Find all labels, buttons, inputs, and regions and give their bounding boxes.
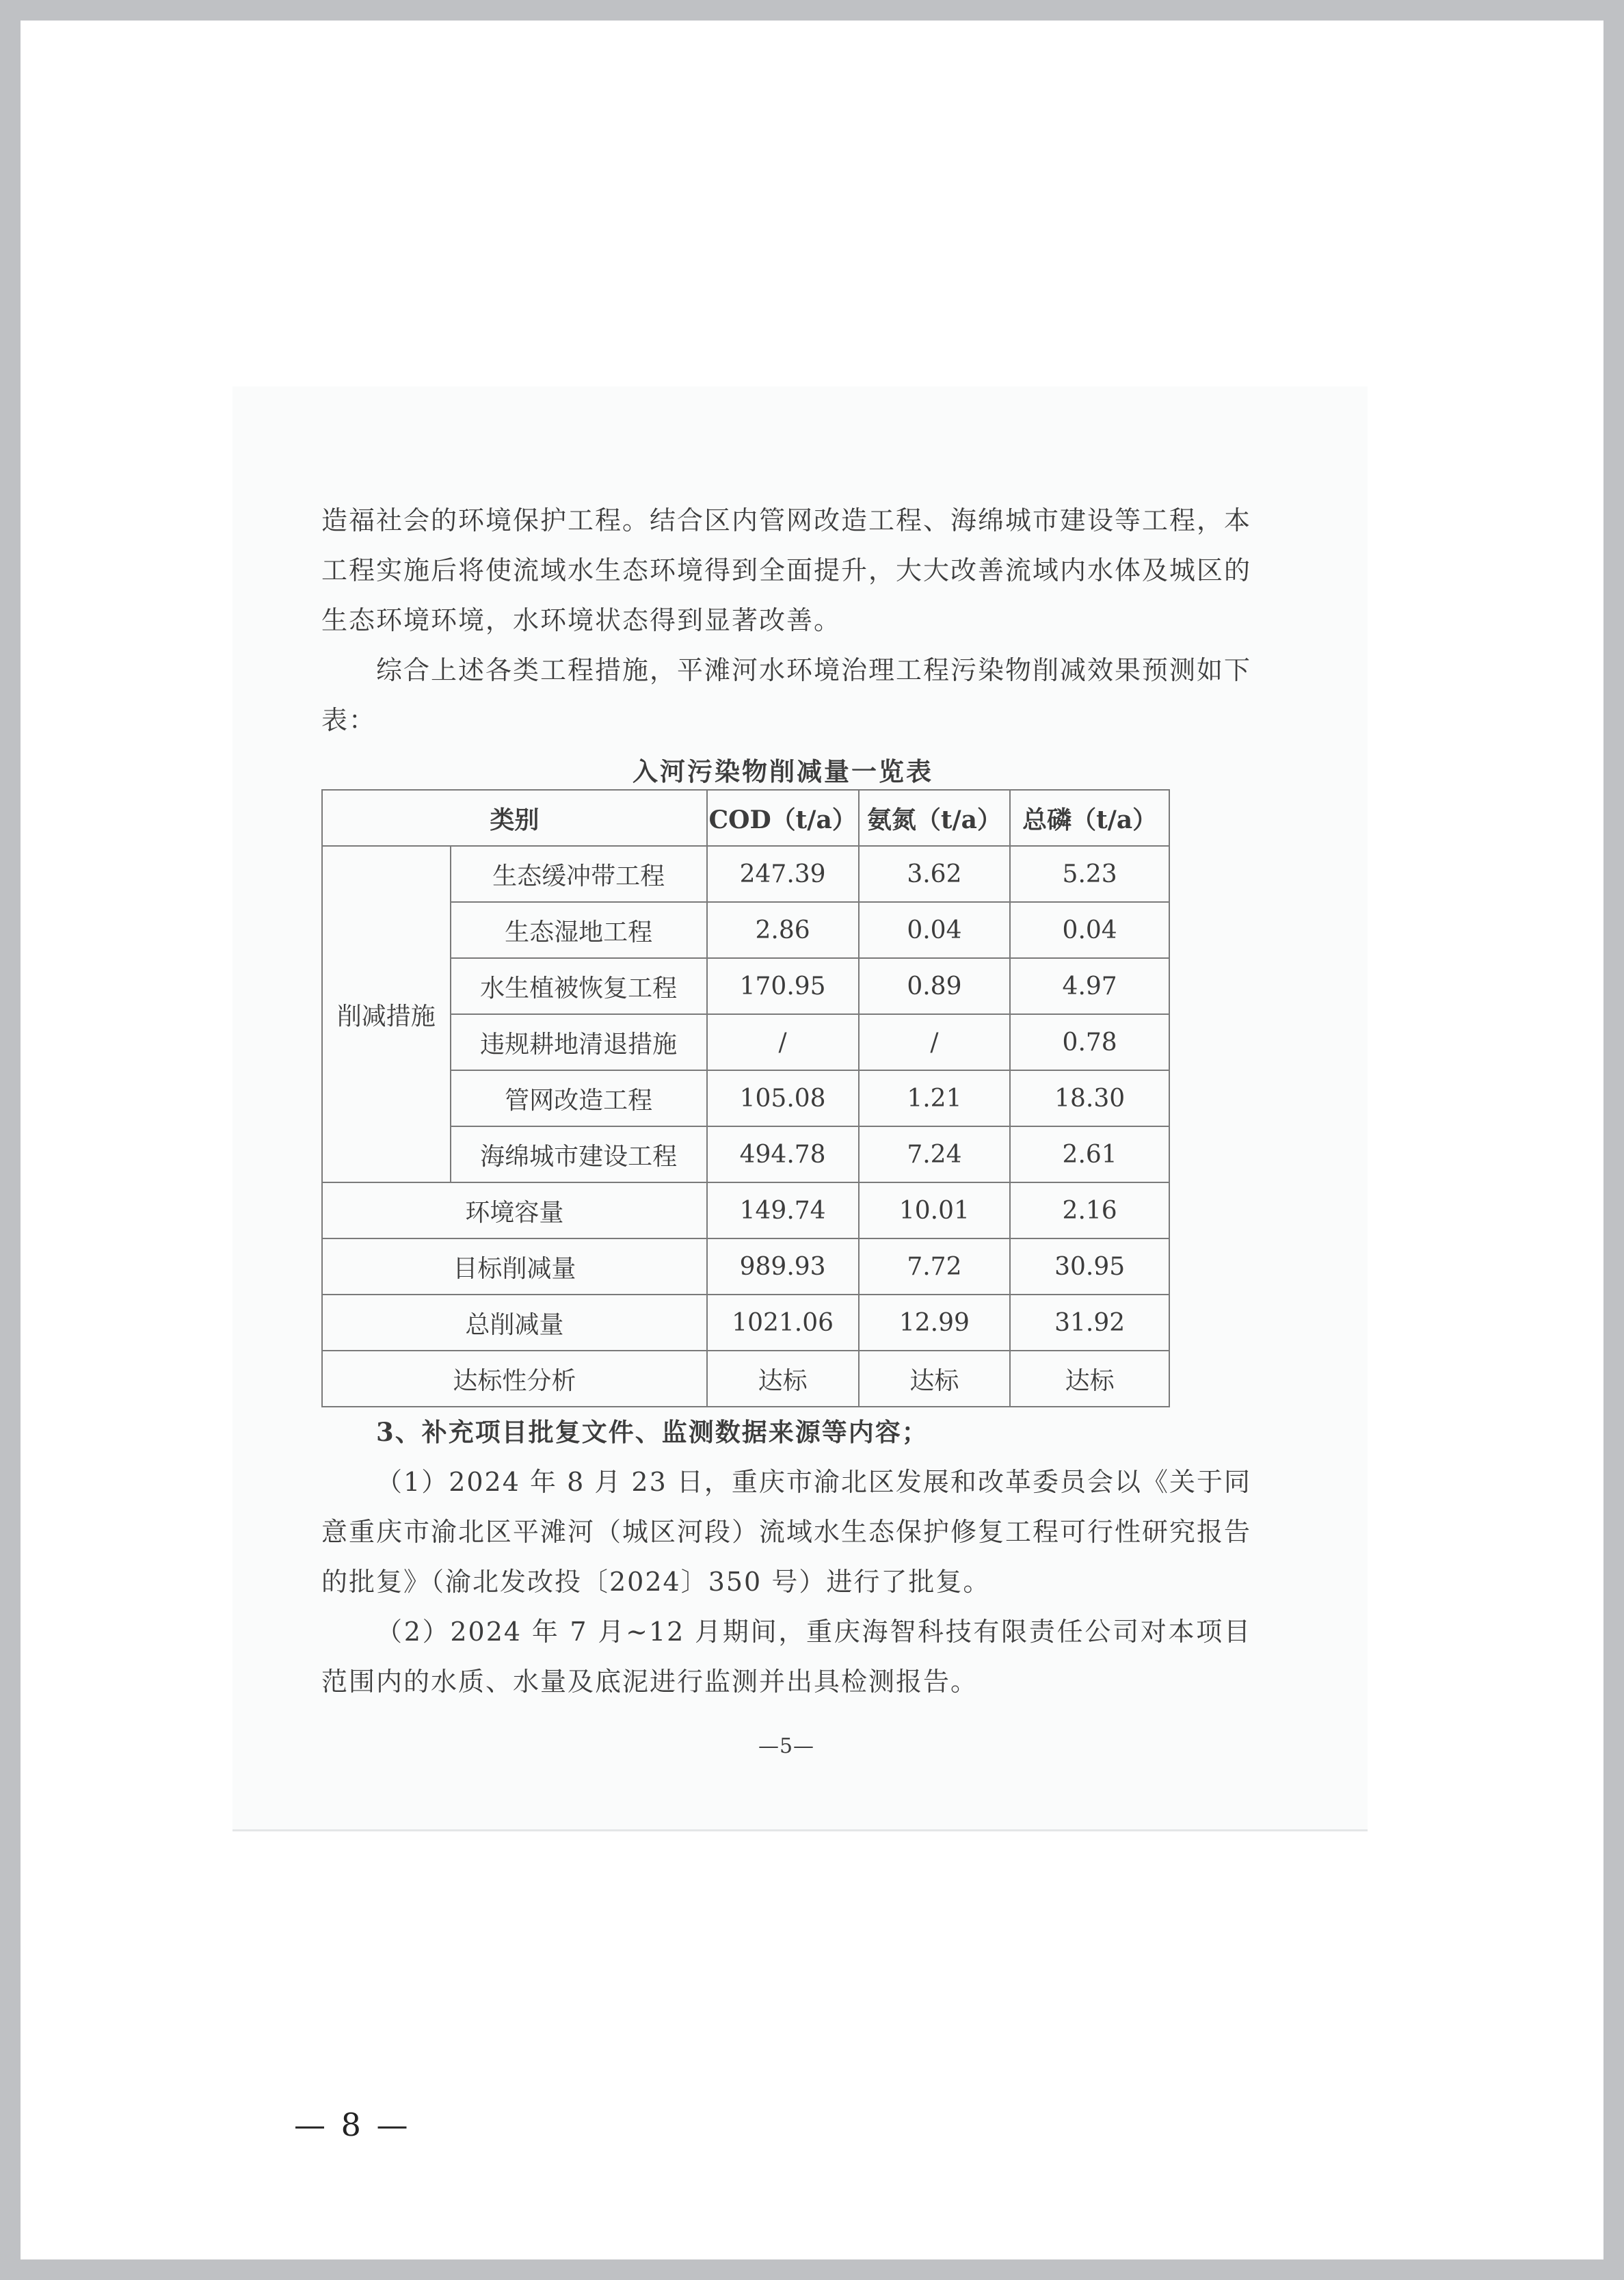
measure-name: 水生植被恢复工程 [451,958,707,1014]
page-number: — 8 — [294,2106,411,2143]
measure-name: 管网改造工程 [451,1070,707,1126]
measure-name: 违规耕地清退措施 [451,1014,707,1070]
phosphorus-value: 18.30 [1010,1070,1169,1126]
section-3-heading: 3、补充项目批复文件、监测数据来源等内容； [376,1417,929,1447]
summary-name: 目标削减量 [322,1238,707,1295]
summary-name: 总削减量 [322,1295,707,1351]
header-category: 类别 [322,790,707,846]
pollutant-reduction-table [321,789,1170,1407]
cod-value: 2.86 [707,902,859,958]
section-3-item-2: （2）2024 年 7 月~12 月期间，重庆海智科技有限责任公司对本项目范围内的水质、水量及底泥进行监测并出具检测报告。 [321,1617,1251,1697]
table-row [322,1182,1169,1238]
measure-name: 生态湿地工程 [451,902,707,958]
phosphorus-value: 2.61 [1010,1126,1169,1182]
cod-value: 989.93 [707,1238,859,1295]
measure-name: 海绵城市建设工程 [451,1126,707,1182]
cod-value: 1021.06 [707,1295,859,1351]
phosphorus-value: 达标 [1010,1351,1169,1407]
ammonia-value: 7.72 [859,1238,1011,1295]
table-row [322,846,1169,902]
ammonia-value: / [859,1014,1011,1070]
group-label-cell: 削减措施 [322,846,451,1182]
document-page [21,21,1603,2259]
cod-value: 达标 [707,1351,859,1407]
phosphorus-value: 2.16 [1010,1182,1169,1238]
ammonia-value: 10.01 [859,1182,1011,1238]
scanned-content [321,496,1251,1758]
phosphorus-value: 4.97 [1010,958,1169,1014]
ammonia-value: 0.89 [859,958,1011,1014]
cod-value: 149.74 [707,1182,859,1238]
summary-name: 达标性分析 [322,1351,707,1407]
phosphorus-value: 30.95 [1010,1238,1169,1295]
table-row [322,1351,1169,1407]
table-caption: 入河污染物削减量一览表 [633,756,933,786]
measure-name: 生态缓冲带工程 [451,846,707,902]
ammonia-value: 达标 [859,1351,1011,1407]
ammonia-value: 12.99 [859,1295,1011,1351]
phosphorus-value: 0.78 [1010,1014,1169,1070]
table-row [322,1238,1169,1295]
cod-value: 170.95 [707,958,859,1014]
paragraph-2: 综合上述各类工程措施，平滩河水环境治理工程污染物削减效果预测如下表： [321,655,1252,735]
ammonia-value: 1.21 [859,1070,1011,1126]
header-cod: COD（t/a） [707,790,859,846]
table-header-row [322,790,1169,846]
inner-page-number: —5— [758,1734,815,1758]
cod-value: 494.78 [707,1126,859,1182]
summary-name: 环境容量 [322,1182,707,1238]
header-ammonia: 氨氮（t/a） [859,790,1011,846]
section-3-item-1: （1）2024 年 8 月 23 日，重庆市渝北区发展和改革委员会以《关于同意重庆市渝北区平滩河（城区河段）流域水生态保护修复工程可行性研究报告的批复》（渝北发改投〔2024〕350 号）进行了批复。 [321,1467,1252,1597]
ammonia-value: 7.24 [859,1126,1011,1182]
cod-value: / [707,1014,859,1070]
header-phosphorus: 总磷（t/a） [1010,790,1169,846]
table-row [322,1295,1169,1351]
phosphorus-value: 31.92 [1010,1295,1169,1351]
cod-value: 247.39 [707,846,859,902]
phosphorus-value: 5.23 [1010,846,1169,902]
ammonia-value: 0.04 [859,902,1011,958]
scanned-page [232,386,1368,1831]
ammonia-value: 3.62 [859,846,1011,902]
phosphorus-value: 0.04 [1010,902,1169,958]
cod-value: 105.08 [707,1070,859,1126]
paragraph-1: 造福社会的环境保护工程。结合区内管网改造工程、海绵城市建设等工程，本工程实施后将使流域水生态环境得到全面提升，大大改善流域内水体及城区的生态环境环境，水环境状态得到显著改善。 [321,505,1252,635]
